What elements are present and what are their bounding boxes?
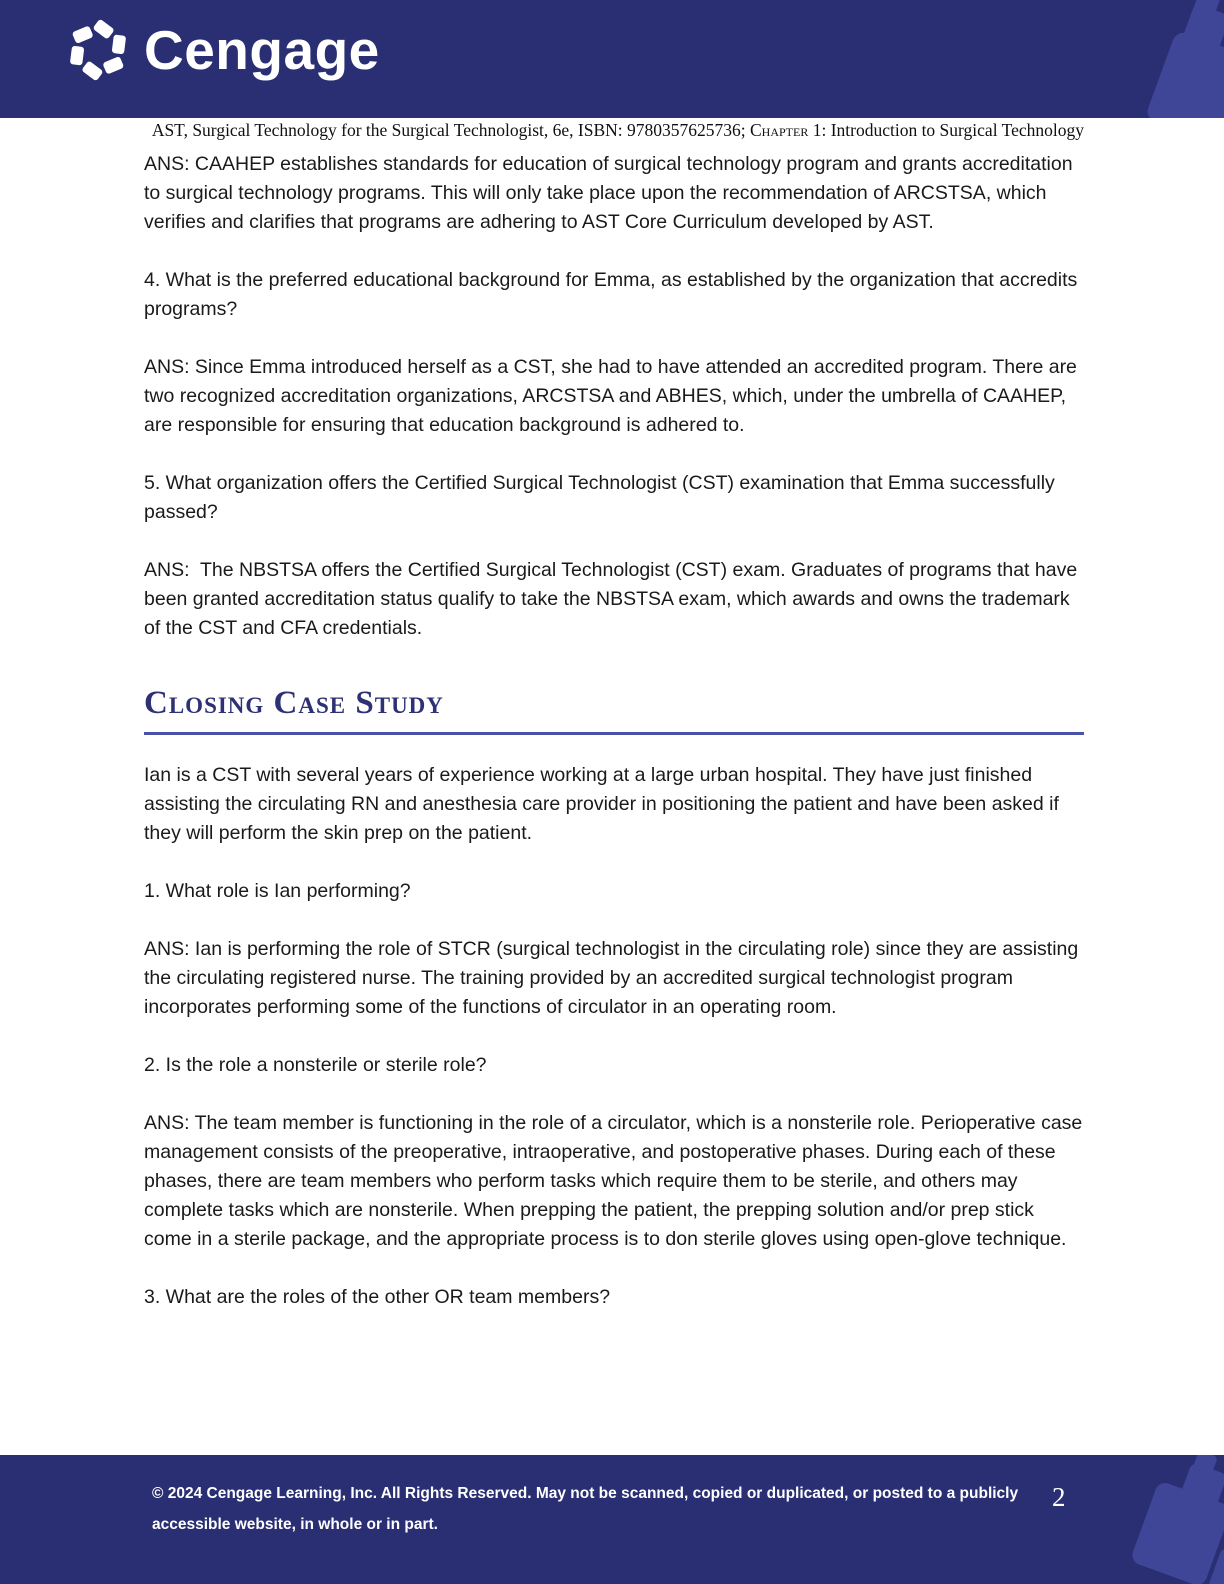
cengage-spark-icon (64, 16, 132, 84)
question-paragraph: 1. What role is Ian performing? (144, 880, 411, 902)
decorative-tile (1145, 30, 1224, 118)
answer-paragraph: ANS: Since Emma introduced herself as a CST, she had to have attended an accredited program. There are two recognized accreditation organizations, ARCSTSA and ABHES, which, under the umbrella of CAAHEP, are responsible for ensuring that education background is adhered to. (144, 356, 1083, 436)
footer-band (0, 1455, 1224, 1584)
copyright-text: © 2024 Cengage Learning, Inc. All Rights Reserved. May not be scanned, copied or duplicated, or posted to a publicly accessible website, in whole or in part. (152, 1485, 1019, 1533)
section-heading: Closing Case Study (144, 685, 444, 721)
header-band (0, 0, 1224, 118)
cengage-logo (64, 16, 380, 84)
answer-paragraph: ANS: The team member is functioning in the role of a circulator, which is a nonsterile role. Perioperative case management consists of the preoperative, intraoperative, and postoperative phases. During each of these phases, there are team members who perform tasks which require them to be sterile, and others may complete tasks which are nonsterile. When prepping the patient, the prepping solution and/or prep stick come in a sterile package, and the appropriate process is to don sterile gloves using open-glove technique. (144, 1112, 1088, 1250)
question-paragraph: 2. Is the role a nonsterile or sterile role? (144, 1054, 487, 1076)
question-paragraph: 4. What is the preferred educational background for Emma, as established by the organization that accredits programs? (144, 269, 1083, 320)
heading-rule (144, 732, 1084, 735)
answer-paragraph: ANS: CAAHEP establishes standards for education of surgical technology program and grants accreditation to surgical technology programs. This will only take place upon the recommendation of ARCSTSA, which verifies and clarifies that programs are adhering to AST Core Curriculum developed by AST. (144, 153, 1078, 233)
logo-text: Cengage (144, 19, 380, 81)
page-number: 2 (1052, 1482, 1066, 1512)
answer-paragraph: ANS: Ian is performing the role of STCR (surgical technologist in the circulating role) since they are assisting the circulating registered nurse. The training provided by an accredited surgical technologist program incorporates performing some of the functions of circulator in an operating room. (144, 938, 1084, 1018)
book-info-line (144, 120, 1084, 141)
question-paragraph: 3. What are the roles of the other OR team members? (144, 1286, 611, 1308)
answer-paragraph: ANS: The NBSTSA offers the Certified Surgical Technologist (CST) exam. Graduates of programs that have been granted accreditation status qualify to take the NBSTSA exam, which awards and owns the trademark of the CST and CFA credentials. (144, 559, 1083, 639)
case-intro-paragraph: Ian is a CST with several years of experience working at a large urban hospital. They have just finished assisting the circulating RN and anesthesia care provider in positioning the patient and have been asked if they will perform the skin prep on the patient. (144, 764, 1065, 844)
book-info-chapter-word: Chapter (749, 120, 809, 140)
book-info-suffix: 1: Introduction to Surgical Technology (808, 120, 1084, 140)
document-body (144, 150, 1088, 1341)
question-paragraph: 5. What organization offers the Certified Surgical Technologist (CST) examination that Emma successfully passed? (144, 472, 1061, 523)
book-info-prefix: AST, Surgical Technology for the Surgical Technologist, 6e, ISBN: 9780357625736; (151, 120, 750, 140)
